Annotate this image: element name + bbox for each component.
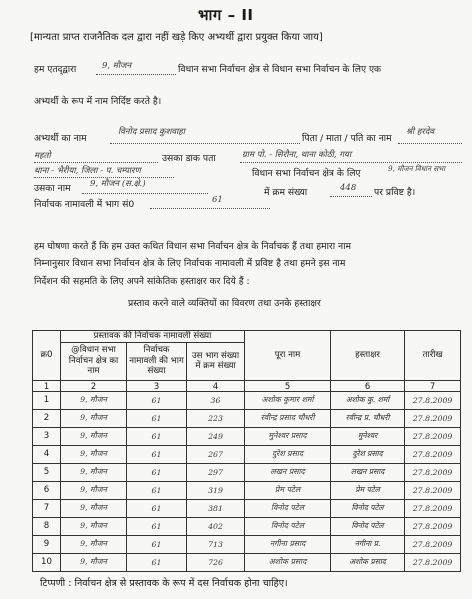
col-number: 3: [127, 380, 187, 391]
roll-part-value: 61: [212, 195, 223, 205]
col-number: 5: [245, 380, 331, 391]
row-full-name: लखन प्रसाद: [245, 463, 331, 481]
row-signature: अशोक कु. शर्मा: [331, 391, 405, 409]
row-part: 61: [127, 409, 187, 427]
enrolled-value: 9, मौजन (स.क्षे.): [90, 179, 146, 189]
table-row: [33, 481, 461, 499]
table-row: [33, 553, 461, 571]
row-date: 27.8.2009: [405, 535, 461, 553]
header-group-roll: प्रस्तावक की निर्वाचक नामावली संख्या: [61, 331, 245, 343]
declaration-line3: निर्देशन की सहमति के लिए अपने सांकेतिक हस्ताक्षर कर दिये हैं :: [34, 276, 250, 287]
row-signature: विनोद पटेल: [331, 499, 405, 517]
row-part: 61: [127, 553, 187, 571]
row-full-name: विनोद पटेल: [245, 517, 331, 535]
table-row: [33, 517, 461, 535]
col-number: 4: [187, 380, 245, 391]
row-sn: 7: [33, 499, 61, 517]
table-row: [33, 409, 461, 427]
intro-constituency-handwritten: 9, मौजन: [102, 61, 132, 71]
row-full-name: नगीना प्रसाद: [245, 535, 331, 553]
table-row: [33, 463, 461, 481]
row-constituency: 9, मौजन: [61, 391, 127, 409]
row-serial: 249: [187, 427, 245, 445]
row-signature: रवीन्द्र प्र. चौधरी: [331, 409, 405, 427]
address-label: उसका डाक पता: [162, 153, 216, 164]
father-name-underline: [398, 143, 462, 144]
address-underline-2: [240, 162, 462, 163]
col-number: 6: [331, 380, 405, 391]
row-signature: लखन प्रसाद: [331, 463, 405, 481]
serial-suffix: पर प्रविष्ट है।: [374, 187, 416, 198]
father-name-value: श्री हरदेव: [406, 127, 435, 137]
row-date: 27.8.2009: [405, 427, 461, 445]
row-part: 61: [127, 445, 187, 463]
row-signature: प्रेम पटेल: [331, 481, 405, 499]
row-constituency: 9, मौजन: [61, 517, 127, 535]
row-date: 27.8.2009: [405, 517, 461, 535]
header-full-name: पूरा नाम: [245, 331, 331, 381]
enrolled-label: उसका नाम: [34, 183, 71, 194]
intro-line2: अभ्यर्थी के रूप में नाम निर्दिष्ट करते है।: [34, 96, 162, 107]
row-part: 61: [127, 535, 187, 553]
header-constituency: @विधान सभा निर्वाचन क्षेत्र का नाम: [61, 342, 127, 380]
address-underline-1: [34, 162, 158, 163]
table-subtitle: प्रस्ताव करने वाले व्यक्तियों का विवरण तथा उनके हस्ताक्षर: [128, 298, 321, 309]
row-full-name: मुनेश्वर प्रसाद: [245, 427, 331, 445]
instruction-text: मान्यता प्राप्त राजनैतिक दल द्वारा नहीं खड़े किए अभ्यर्थी द्वारा प्रयुक्त किया जाय: [33, 32, 319, 43]
father-name-value-cont: महतो: [34, 151, 51, 161]
serial-label: में क्रम संख्या: [264, 187, 308, 198]
row-constituency: 9, मौजन: [61, 445, 127, 463]
row-part: 61: [127, 427, 187, 445]
row-full-name: विनोद पटेल: [245, 499, 331, 517]
proposers-table: [32, 330, 461, 572]
row-serial: 36: [187, 391, 245, 409]
table-row: [33, 445, 461, 463]
row-sn: 3: [33, 427, 61, 445]
candidate-name-label: अभ्यर्थी का नाम: [34, 133, 87, 144]
enrolled-mid-value: 9, मौजन विधान सभा: [388, 164, 446, 173]
declaration-line2: निम्नानुसार विधान सभा निर्वाचन क्षेत्र के लिए निर्वाचक नामावली में प्रविष्ट है तथा हमने इस नाम: [34, 258, 346, 269]
table-row: [33, 499, 461, 517]
row-date: 27.8.2009: [405, 499, 461, 517]
row-date: 27.8.2009: [405, 445, 461, 463]
col-number: 7: [405, 380, 461, 391]
enrolled-mid-label: विधान सभा निर्वाचन क्षेत्र के लिए: [252, 168, 361, 179]
row-full-name: रवीन्द्र प्रसाद चौधरी: [245, 409, 331, 427]
page-title: भाग – II: [198, 6, 254, 24]
intro-suffix: विधान सभा निर्वाचन क्षेत्र से विधान सभा निर्वाचन के लिए एक: [178, 64, 382, 75]
row-sn: 9: [33, 535, 61, 553]
row-date: 27.8.2009: [405, 409, 461, 427]
instruction-line: [मान्यता प्राप्त राजनैतिक दल द्वारा नहीं खड़े किए अभ्यर्थी द्वारा प्रयुक्त किया जाय]: [30, 32, 323, 43]
declaration-line1: हम घोषणा करते हैं कि हम उक्त कथित विधान सभा निर्वाचन क्षेत्र के निर्वाचक हैं तथा हमारा नाम: [34, 241, 352, 252]
serial-underline: [330, 196, 372, 197]
column-number-row: [33, 380, 461, 391]
candidate-name-value: विनोद प्रसाद कुशवाहा: [118, 127, 186, 137]
header-serial: उस भाग संख्या में क्रम संख्या: [187, 342, 245, 380]
intro-prefix: हम एतद्‌द्वारा: [34, 64, 77, 75]
row-constituency: 9, मौजन: [61, 409, 127, 427]
row-signature: अशोक प्रसाद: [331, 553, 405, 571]
row-signature: दुरेश प्रसाद: [331, 445, 405, 463]
row-sn: 6: [33, 481, 61, 499]
row-constituency: 9, मौजन: [61, 463, 127, 481]
header-sn: क्र0: [33, 331, 61, 381]
header-roll-part: निर्वाचक नामावली की भाग संख्या: [127, 342, 187, 380]
row-full-name: दुरेश प्रसाद: [245, 445, 331, 463]
father-name-label: पिता / माता / पति का नाम: [302, 133, 392, 144]
row-constituency: 9, मौजन: [61, 535, 127, 553]
row-serial: 267: [187, 445, 245, 463]
address-value: ग्राम पो. - सिरौना, थाना कोठी, गया: [242, 150, 352, 160]
row-serial: 319: [187, 481, 245, 499]
row-constituency: 9, मौजन: [61, 481, 127, 499]
row-sn: 4: [33, 445, 61, 463]
roll-part-label: निर्वाचक नामावली में भाग सं0: [34, 199, 135, 210]
table-row: [33, 391, 461, 409]
row-sn: 8: [33, 517, 61, 535]
enrolled-underline: [82, 193, 208, 194]
row-date: 27.8.2009: [405, 481, 461, 499]
header-date: तारीख: [405, 331, 461, 381]
row-date: 27.8.2009: [405, 463, 461, 481]
row-signature: नगीना प्र.: [331, 535, 405, 553]
candidate-name-underline: [110, 143, 300, 144]
table-row: [33, 427, 461, 445]
row-signature: विनोद पटेल: [331, 517, 405, 535]
address-value-cont: थाना - भैरीया, जिला - प. चम्पारण: [34, 166, 141, 176]
table-row: [33, 535, 461, 553]
row-sn: 10: [33, 553, 61, 571]
row-signature: मुनेश्वर: [331, 427, 405, 445]
row-date: 27.8.2009: [405, 391, 461, 409]
row-serial: 402: [187, 517, 245, 535]
roll-part-underline: [150, 208, 270, 209]
row-constituency: 9, मौजन: [61, 553, 127, 571]
footer-note: टिप्पणी : निर्वाचन क्षेत्र से प्रस्तावक के रूप में दस निर्वाचक होना चाहिए।: [40, 578, 288, 589]
row-sn: 1: [33, 391, 61, 409]
row-full-name: प्रेम पटेल: [245, 481, 331, 499]
row-serial: 726: [187, 553, 245, 571]
row-sn: 5: [33, 463, 61, 481]
header-signature: हस्ताक्षर: [331, 331, 405, 381]
row-date: 27.8.2009: [405, 553, 461, 571]
col-number: 2: [61, 380, 127, 391]
row-full-name: अशोक कुमार शर्मा: [245, 391, 331, 409]
row-part: 61: [127, 391, 187, 409]
row-serial: 223: [187, 409, 245, 427]
row-part: 61: [127, 481, 187, 499]
row-constituency: 9, मौजन: [61, 499, 127, 517]
constituency-underline: [96, 74, 176, 75]
row-constituency: 9, मौजन: [61, 427, 127, 445]
row-full-name: अशोक प्रसाद: [245, 553, 331, 571]
row-serial: 713: [187, 535, 245, 553]
row-sn: 2: [33, 409, 61, 427]
row-part: 61: [127, 499, 187, 517]
serial-value: 448: [340, 183, 357, 193]
row-serial: 381: [187, 499, 245, 517]
row-serial: 297: [187, 463, 245, 481]
row-part: 61: [127, 463, 187, 481]
row-part: 61: [127, 517, 187, 535]
col-number: 1: [33, 380, 61, 391]
